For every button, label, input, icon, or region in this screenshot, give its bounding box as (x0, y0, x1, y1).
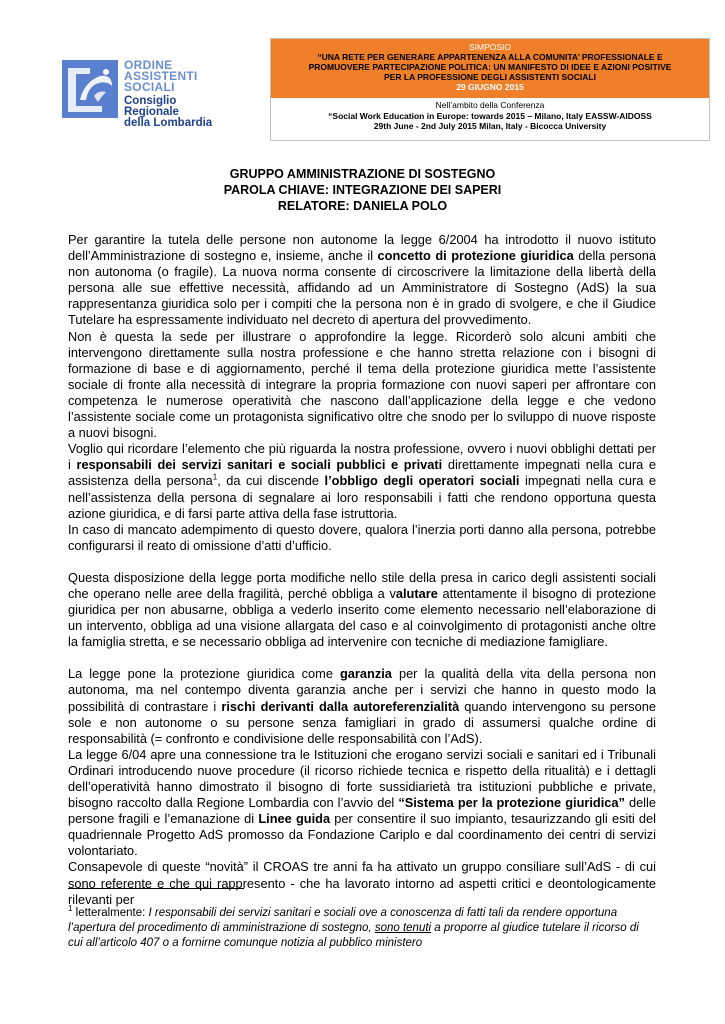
text-run: La legge 6/04 apre una connessione tra le Istituzioni che erogano servizi sociali e sanitari ed i Tribunali Ordinari introducendo nuove procedure (il ricorso richiede tecnica e rispetto della ritualità) e i dettagli dell’operatività hanno dimostrato il bisogno di forte sussidiarietà tra istituzioni pubbliche e private, bisogno raccolto dalla Regione Lombardia con l’avvio del (68, 746, 656, 811)
paragraph (68, 666, 656, 746)
banner-date: 29 GIUGNO 2015 (456, 82, 524, 92)
paragraph (68, 441, 656, 521)
logo-region-name (124, 96, 232, 129)
text-run: In caso di mancato adempimento di questo dovere, qualora l’inerzia porti danno alla persona, potrebbe configurarsi il reato di omissione d’atti d’ufficio. (68, 521, 656, 553)
paragraph (68, 747, 656, 860)
bold-text-run: responsabili dei servizi sanitari e sociali pubblici e privati (76, 457, 443, 473)
logo-region-line: Consiglio Regionale (124, 95, 179, 118)
ordine-logo (62, 58, 232, 129)
banner-simposio-label: SIMPOSIO (468, 42, 512, 52)
heading-keyword: PAROLA CHIAVE: INTEGRAZIONE DEI SAPERI (223, 183, 502, 197)
footnote-number: 1 (68, 904, 73, 914)
footnote-text-b: a proporre al giudice tutelare il ricorso di cui all’articolo 407 o a fornirne comunque notizia al pubblico ministero (68, 922, 639, 949)
bold-text-run: concetto di protezione giuridica (377, 248, 574, 264)
text-run: impegnati nella cura e nell’assistenza della persona di segnalare ai loro responsabili i fatti che rendono opportuna questa azione giuridica, e di farsi parte attiva della fase istruttoria. (68, 473, 656, 521)
banner-title-line: PROMUOVERE PARTECIPAZIONE POLITICA: UN MANIFESTO DI IDEE E AZIONI POSITIVE (308, 62, 672, 72)
text-run: delle persone fragili e l’emanazione di (68, 795, 656, 827)
banner-title-line: PER LA PROFESSIONE DEGLI ASSISTENTI SOCIALI (384, 72, 596, 82)
paragraph (68, 232, 656, 329)
footnote-separator (68, 888, 244, 889)
text-run: Per garantire la tutela delle persone non autonome la legge 6/2004 ha introdotto il nuovo istituto dell’Amministrazione di sostegno e, insieme, anche il (68, 232, 656, 264)
text-run: Non è questa la sede per illustrare o approfondire la legge. Ricorderò solo alcuni ambiti che intervengono direttamente sulla nostra professione e che hanno stretta relazione con i bisogni di formazione di base e di aggiornamento, perché il tema della protezione giuridica mette l’assistente sociale di fronte alla necessità di integrare la propria formazione con nuovi saperi per affrontare con competenza le numerose operatività che nascono dall’applicazione della legge e che vedono l’assistente sociale come un protagonista significativo oltre che snodo per lo sviluppo di nuove risposte a nuovi bisogni. (68, 328, 656, 441)
text-run: attentamente il bisogno di protezione giuridica per non abusarne, obbliga a vederlo inserito come elemento necessario nell’elaborazione di un intervento, obbliga ad una visione allargata del caso e al coinvolgimento di protagonisti anche oltre la famiglia stretta, e se necessario obbliga ad intervenire con tecniche di mediazione famigliare. (68, 585, 656, 650)
logo-region-line: della Lombardia (124, 117, 213, 129)
banner-conference-info (271, 98, 709, 132)
bold-text-run: l’obbligo degli operatori sociali (324, 473, 520, 489)
bold-text-run: Linee guida (258, 811, 331, 827)
paragraph (68, 570, 656, 650)
logo-org-line: SOCIALI (124, 80, 175, 94)
bold-text-run: rischi derivanti dalla autoreferenzialità (221, 698, 460, 714)
text-run: Questa disposizione della legge porta modifiche nello stile della presa in carico degli assistenti sociali che operano nelle aree della fragilità, perché obbliga a v (68, 569, 656, 601)
text-run: della persona non autonoma (o fragile). La nuova norma consente di circoscrivere la limitazione della libertà della persona alle sue effettive necessità, affidando ad un Amministratore di Sostegno (AdS) la sua rappresentanza giuridica solo per i compiti che la persona non è in grado di svolgere, e che il Giudice Tutelare ha espressamente individuato nel decreto di apertura del provvedimento. (68, 248, 656, 328)
document-body (68, 232, 656, 908)
heading-group: GRUPPO AMMINISTRAZIONE DI SOSTEGNO (229, 167, 496, 181)
symposium-banner (270, 38, 710, 141)
banner-conf-title: “Social Work Education in Europe: towards 2015 – Milano, Italy EASSW-AIDOSS (328, 110, 652, 121)
paragraph (68, 522, 656, 554)
paragraph (68, 859, 656, 907)
bold-text-run: “Sistema per la protezione giuridica” (398, 795, 625, 811)
logo-org-line: ASSISTENTI (124, 69, 198, 83)
footnote-text-underlined: sono tenuti (374, 922, 432, 934)
paragraph (68, 329, 656, 442)
text-run: Voglio qui ricordare l’elemento che più riguarda la nostra professione, ovvero i nuovi obblighi dettati per i (68, 441, 656, 473)
text-run: direttamente impegnati nella cura e assistenza della persona (68, 457, 656, 489)
text-run: per consentire il suo impianto, tesaurizzando gli esiti del quadriennale Progetto AdS promosso da Fondazione Cariplo e dal coordinamento dei centri di servizi volontariato. (68, 811, 656, 859)
text-run: , da cui discende (217, 473, 325, 489)
banner-conf-intro: Nell’ambito della Conferenza (435, 100, 545, 110)
document-heading (0, 166, 725, 214)
text-run: quando intervengono su persone sole e non autonome o su persone senza famigliari in grado di assumersi qualche ordine di responsabilità (= confronto e condivisione delle responsabilità con l’AdS). (68, 698, 656, 746)
text-run: per la qualità della vita della persona non autonoma, ma nel contempo diventa garanzia anche per i servizi che hanno in questo modo la possibilità di contrastare i (68, 666, 656, 714)
heading-speaker: RELATORE: DANIELA POLO (277, 199, 448, 213)
footnote-ref: 1 (212, 473, 218, 483)
footnote-label: letteralmente: (72, 907, 149, 919)
footnote-text (68, 907, 639, 949)
logo-org-line: ORDINE (124, 58, 173, 72)
logo-org-name (124, 60, 198, 93)
banner-title-line: “UNA RETE PER GENERARE APPARTENENZA ALLA COMUNITA’ PROFESSIONALE E (317, 52, 663, 62)
banner-orange-block (271, 39, 709, 98)
banner-conf-dates: 29th June - 2nd July 2015 Milan, Italy - Bicocca University (373, 121, 607, 131)
footnote-text-a: I responsabili dei servizi sanitari e sociali ove a conoscenza di fatti tali da rendere opportuna l’apertura del procedimento di amministrazione di sostegno, (68, 907, 618, 934)
text-run: Consapevole di queste “novità” il CROAS tre anni fa ha attivato un gruppo consiliare sull’AdS - di cui sono referente e che qui rappresento - che ha lavorato intorno ad aspetti critici e deontologicamente rilevanti per (68, 859, 656, 907)
text-run: La legge pone la protezione giuridica come (68, 666, 340, 682)
bold-text-run: alutare (395, 585, 438, 601)
ordine-emblem-icon (62, 60, 118, 118)
bold-text-run: garanzia (339, 666, 392, 682)
footnote (68, 906, 656, 951)
